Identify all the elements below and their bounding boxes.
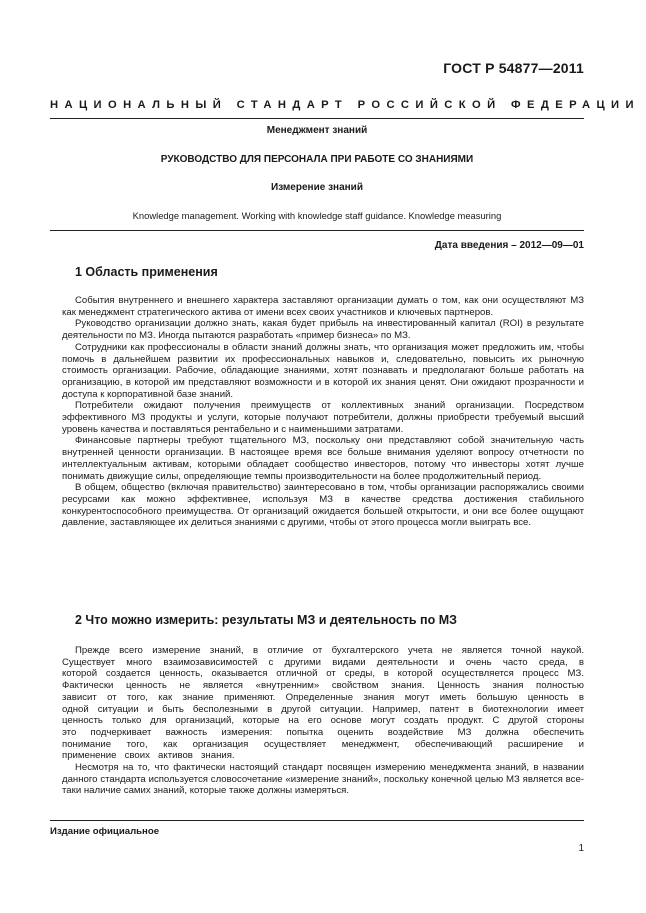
header-rule-top bbox=[50, 118, 584, 119]
paragraph: Сотрудники как профессионалы в области знаний должны знать, что организация может предложить им, чтобы помочь в дальнейшем развитии их профессиональных навыков и, следовательно, повысить их рыночную стоимость организации. Рабочие, обладающие знаниями, хотят познавать и предполагают больше работать на организацию, в которой им представляют возможности и в которой их знания ценят. Они ожидают прозрачности и доступа к корпоративной базе знаний. bbox=[62, 341, 584, 400]
gost-number: ГОСТ Р 54877—2011 bbox=[443, 60, 584, 76]
section-2-body bbox=[62, 645, 584, 797]
paragraph: Потребители ожидают получения преимуществ от коллективных знаний организации. Посредством эффективного МЗ продукты и услуги, которые получают потребители, должны приобрести требуемый высший уровень качества и поставляться рентабельно и с наименьшими затратами. bbox=[62, 400, 584, 435]
section-1-body bbox=[62, 295, 584, 529]
document-subtitle: Измерение знаний bbox=[271, 182, 363, 193]
page-number: 1 bbox=[578, 843, 584, 854]
document-title: РУКОВОДСТВО ДЛЯ ПЕРСОНАЛА ПРИ РАБОТЕ СО ЗНАНИЯМИ bbox=[160, 154, 474, 165]
official-edition-note: Издание официальное bbox=[50, 826, 160, 837]
section-2-heading: 2 Что можно измерить: результаты МЗ и деятельность по МЗ bbox=[75, 613, 457, 627]
paragraph: Руководство организации должно знать, какая будет прибыль на инвестированный капитал (ROI) в результате деятельности по МЗ. Иногда пытаются разработать «пример бизнеса» по МЗ. bbox=[62, 318, 584, 342]
header-rule-bottom bbox=[50, 230, 584, 231]
paragraph: События внутреннего и внешнего характера заставляют организации думать о том, как они осуществляют МЗ как менеджмент стратегического актива от имени всех своих участников и ключевых партнеров. bbox=[62, 295, 584, 318]
series-title: Менеджмент знаний bbox=[266, 125, 368, 136]
paragraph: Несмотря на то, что фактически настоящий стандарт посвящен измерению менеджмента знаний, в названии данного стандарта используется словосочетание «измерение знаний», поскольку конечной целью МЗ является все-таки наличие самих знаний, которые также должны измеряться. bbox=[62, 762, 584, 797]
national-standard-title: НАЦИОНАЛЬНЫЙ СТАНДАРТ РОССИЙСКОЙ ФЕДЕРАЦИИ bbox=[50, 99, 640, 111]
introduction-date: Дата введения – 2012—09—01 bbox=[434, 240, 584, 251]
footer-rule bbox=[50, 820, 584, 821]
paragraph: В общем, общество (включая правительство) заинтересовано в том, чтобы организации распоряжались своими ресурсами как можно эффективнее, используя МЗ в качестве средства достижения стабильного конкурентоспособного преимущества. От организаций ожидается большей открытости, и они все более ощущают давление, заставляющее их делиться знаниями с другими, чтобы от этого процесса могли выиграть все. bbox=[62, 482, 584, 529]
english-title: Knowledge management. Working with knowledge staff guidance. Knowledge measuring bbox=[132, 210, 502, 221]
paragraph: Прежде всего измерение знаний, в отличие от бухгалтерского учета не является точной наукой. Существует много взаимозависимостей с другими видами деятельности и очень часто среда, в которой создается ценность, оказывается отличной от среды, в которой осуществляется процесс МЗ. Фактически ценность не является «внутренним» свойством знания. Ценность знания полностью зависит от того, как знание применяют. Определенные знания могут иметь большую ценность в одной ситуации и быть бесполезными в другой ситуации. Например, патент в биотехнологии имеет ценность только для организаций, которые на его основе могут создать продукт. С другой стороны это подчеркивает важность измерения: попытка оценить воздействие МЗ должна обеспечить понимание того, как организация осуществляет менеджмент, обеспечивающий расширение и применение своих активов знания. bbox=[62, 645, 584, 762]
paragraph: Финансовые партнеры требуют тщательного МЗ, поскольку они представляют собой значительную часть внутренней ценности организации. В настоящее время все больше внимания уделяют вопросу отчетности по интеллектуальным активам, которыми обладает сообщество инвесторов, потому что инвесторы хотят лучше понимать движущие силы, определяющие темпы производительности на более продолжительный период. bbox=[62, 435, 584, 482]
section-1-heading: 1 Область применения bbox=[75, 265, 218, 279]
